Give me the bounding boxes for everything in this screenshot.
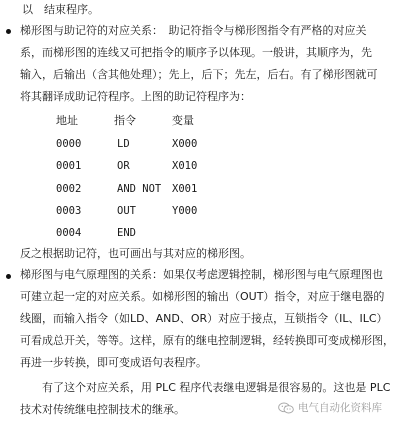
para2-line-4: 可看成总开关，等等。这样，原有的继电控制逻辑，经转换即可变成梯形图，	[20, 334, 394, 347]
table-cell: X010	[172, 160, 198, 172]
table-cell: LD	[117, 138, 130, 150]
bullet-icon	[6, 274, 11, 279]
para2-line-5: 再进一步转换，即可变成语句表程序。	[20, 356, 207, 369]
bullet-icon	[6, 29, 11, 34]
para2-line-3: 线圈，而输入指令（如LD、AND、OR）对应于接点，互锁指令（IL、ILC）	[20, 312, 388, 325]
table-header-instruction: 指令	[114, 114, 136, 127]
para2-line-2: 可建立起一定的对应关系。如梯形图的输出（OUT）指令，对应于继电器的	[20, 290, 385, 303]
table-header-address: 地址	[56, 114, 78, 127]
watermark	[278, 400, 382, 415]
table-cell: END	[117, 227, 136, 239]
table-cell: 0001	[56, 160, 82, 172]
table-cell: X001	[172, 183, 198, 195]
wechat-icon	[278, 402, 294, 414]
para1-line-1: 梯形图与助记符的对应关系： 助记符指令与梯形图指令有严格的对应关	[20, 24, 367, 37]
para1-line-2: 系，而梯形图的连线又可把指令的顺序予以体现。一般讲，其顺序为，先	[20, 46, 372, 59]
para1-line-4: 将其翻译成助记符程序。上图的助记符程序为：	[20, 90, 251, 103]
top-line: 以 结束程序。	[22, 3, 99, 16]
table-cell: 0000	[56, 138, 82, 150]
table-cell: OUT	[117, 205, 136, 217]
table-cell: Y000	[172, 205, 198, 217]
table-cell: OR	[117, 160, 130, 172]
para3-line-1: 有了这个对应关系，用 PLC 程序代表继电逻辑是很容易的。这也是 PLC	[42, 381, 391, 394]
table-cell: 0004	[56, 227, 82, 239]
table-cell: X000	[172, 138, 198, 150]
after-table-line: 反之根据助记符，也可画出与其对应的梯形图。	[20, 247, 251, 260]
para1-line-3: 输入，后输出（含其他处理）；先上，后下；先左，后右。有了梯形图就可	[20, 68, 378, 81]
table-cell: 0003	[56, 205, 82, 217]
table-cell: AND NOT	[117, 183, 162, 195]
table-cell: 0002	[56, 183, 82, 195]
watermark-text: 电气自动化资料库	[298, 402, 382, 414]
para2-line-1: 梯形图与电气原理图的关系：如果仅考虑逻辑控制，梯形图与电气原理图也	[20, 268, 383, 281]
table-header-variable: 变量	[172, 114, 194, 127]
para3-line-2: 技术对传统继电控制技术的继承。	[20, 403, 185, 416]
